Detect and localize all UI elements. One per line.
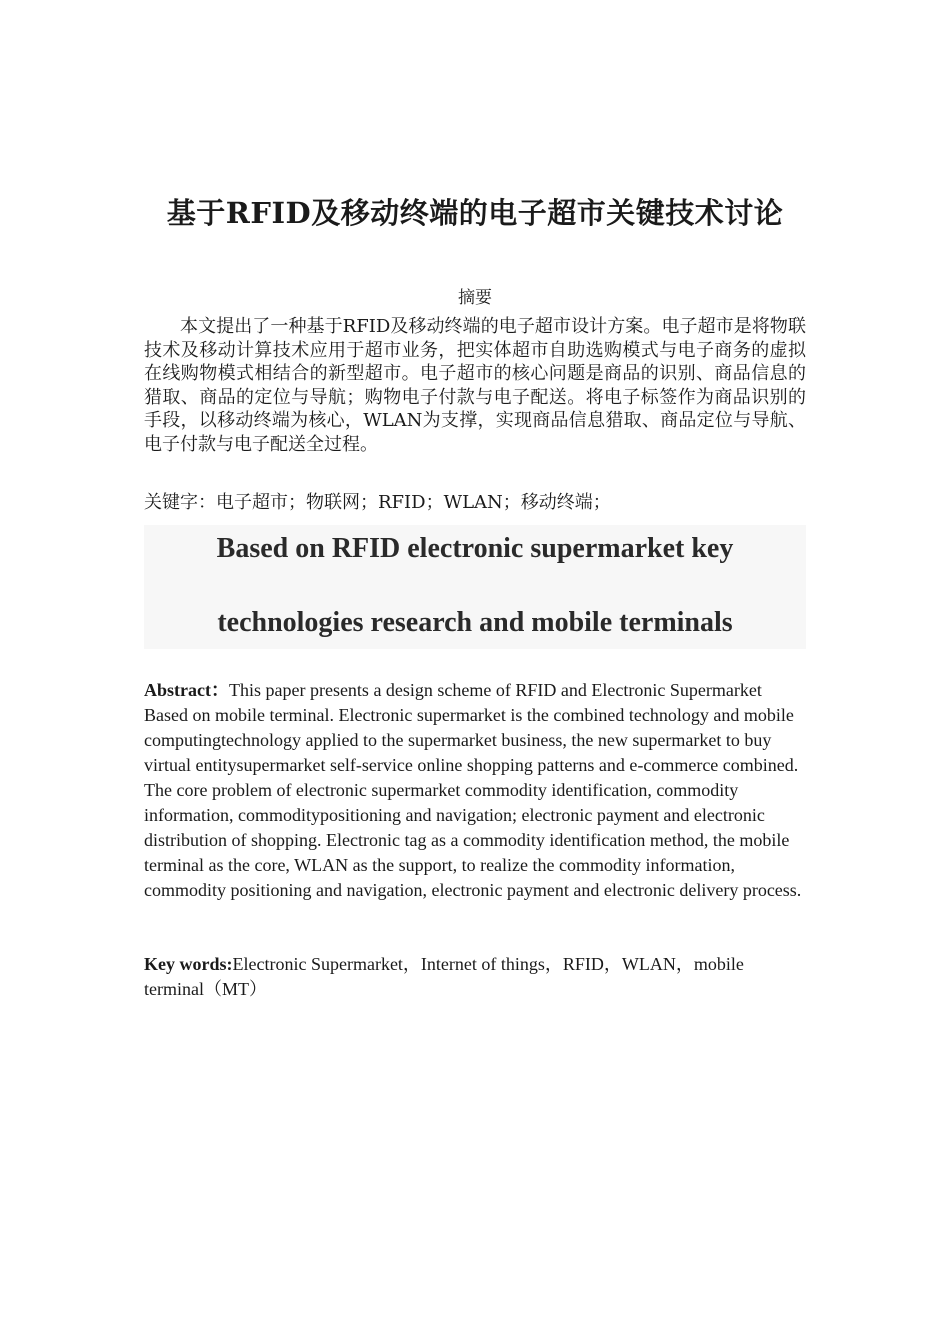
english-title-line-2: technologies research and mobile terminals	[217, 607, 733, 638]
english-title-box	[144, 525, 806, 649]
abstract-body-zh: 本文提出了一种基于RFID及移动终端的电子超市设计方案。电子超市是将物联技术及移动计算技术应用于超市业务，把实体超市自助选购模式与电子商务的虚拟在线购物模式相结合的新型超市。电子超市的核心问题是商品的识别、商品信息的猎取、商品的定位与导航；购物电子付款与电子配送。将电子标签作为商品识别的手段，以移动终端为核心，WLAN为支撑，实现商品信息猎取、商品定位与导航、电子付款与电子配送全过程。	[144, 316, 806, 455]
abstract-heading-zh: 摘要	[458, 288, 492, 308]
keywords-zh-value: 电子超市；物联网；RFID；WLAN；移动终端；	[216, 492, 611, 513]
keywords-zh-label: 关键字：	[144, 492, 216, 513]
keywords-en-value: Electronic Supermarket，Internet of things，RFID，WLAN，mobile terminal（MT）	[144, 954, 744, 999]
keywords-en-label: Key words:	[144, 954, 233, 974]
abstract-en-body: This paper presents a design scheme of RFID and Electronic Supermarket Based on mobile terminal. Electronic supermarket is the combined technology and mobile computingtechnology applied to the supermarket business, the new supermarket to buy virtual entitysupermarket self-service online shopping patterns and e-commerce combined. The core problem of electronic supermarket commodity identification, commodity information, commoditypositioning and navigation; electronic payment and electronic distribution of shopping. Electronic tag as a commodity identification method, the mobile terminal as the core, WLAN as the support, to realize the commodity information, commodity positioning and navigation, electronic payment and electronic delivery process.	[144, 680, 802, 900]
abstract-en-label: Abstract：	[144, 680, 229, 700]
paper-title: 基于RFID及移动终端的电子超市关键技术讨论	[166, 196, 784, 230]
abstract-en	[144, 678, 806, 903]
keywords-en	[144, 952, 806, 1002]
english-title-line-1: Based on RFID electronic supermarket key	[216, 533, 734, 564]
keywords-zh	[144, 491, 806, 514]
